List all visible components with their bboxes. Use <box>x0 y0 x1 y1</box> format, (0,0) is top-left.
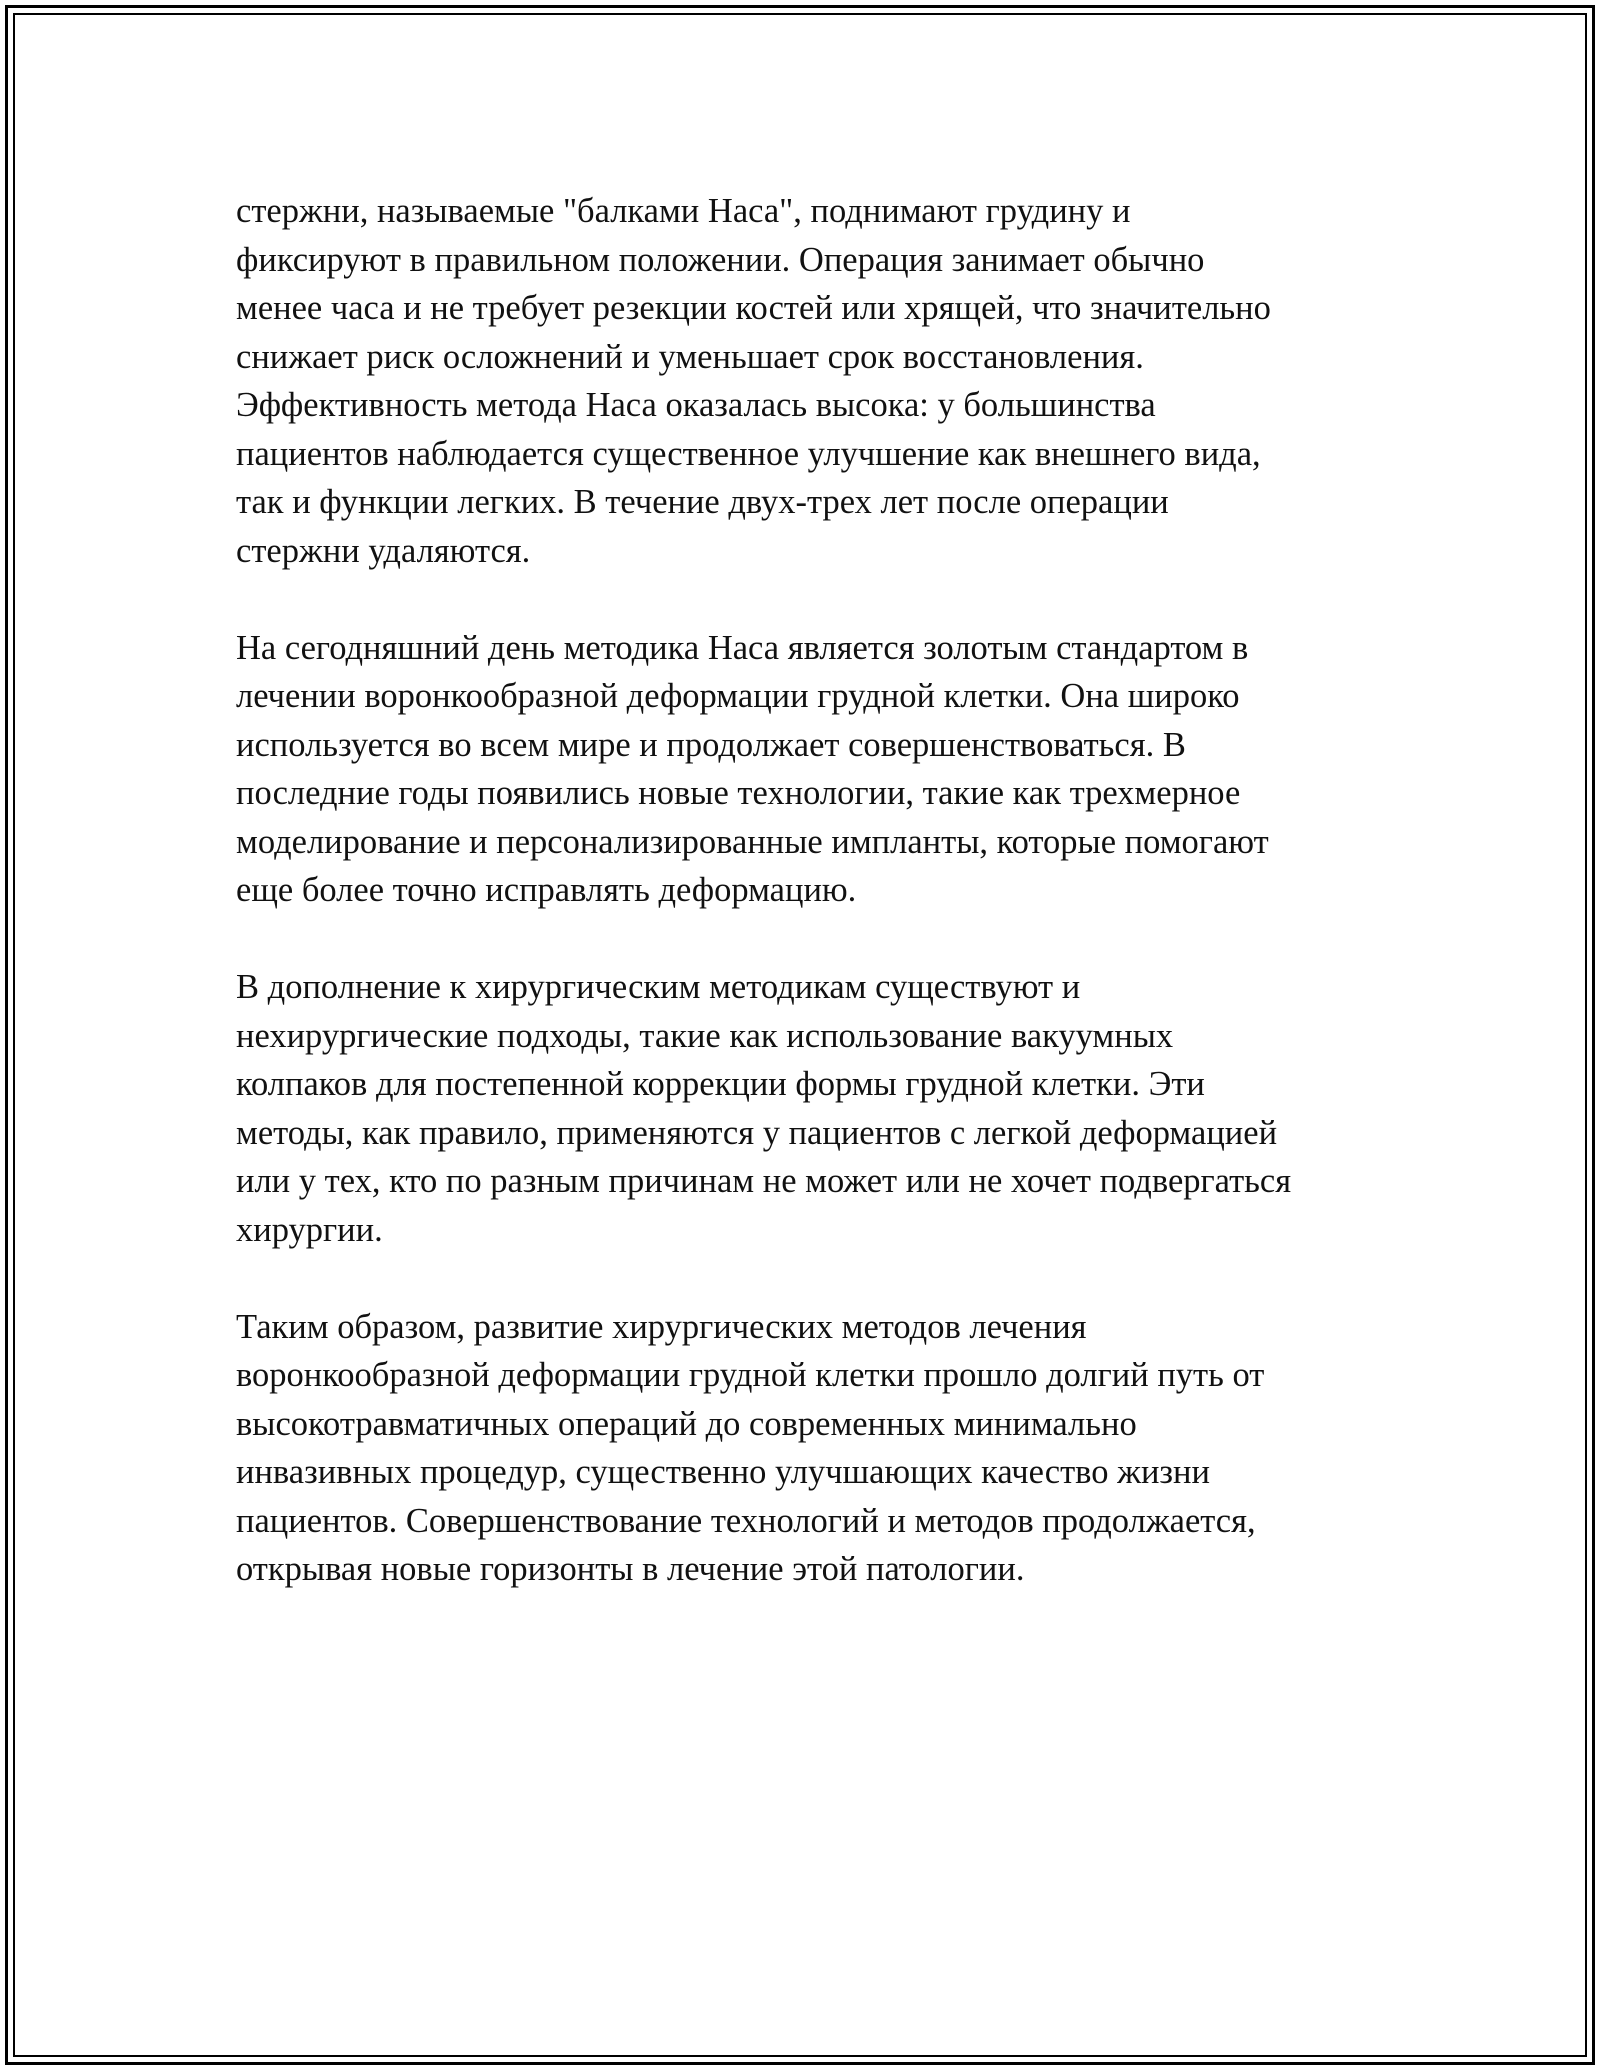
paragraph <box>236 624 1386 915</box>
text-line: Эффективность метода Наса оказалась высока: у большинства <box>236 386 1156 424</box>
paragraph <box>236 963 1386 1254</box>
text-line: последние годы появились новые технологии, такие как трехмерное <box>236 774 1241 812</box>
text-line: нехирургические подходы, такие как использование вакуумных <box>236 1016 1174 1055</box>
text-line: моделирование и персонализированные импланты, которые помогают <box>236 822 1269 861</box>
text-line: высокотравматичных операций до современных минимально <box>236 1404 1137 1443</box>
text-line: фиксируют в правильном положении. Операция занимает обычно <box>236 240 1205 279</box>
text-line: открывая новые горизонты в лечение этой патологии. <box>236 1550 1025 1588</box>
text-line: Таким образом, развитие хирургических методов лечения <box>236 1307 1087 1346</box>
text-line: пациентов. Совершенствование технологий и методов продолжается, <box>236 1501 1256 1540</box>
text-line: стержни, называемые "балками Наса", поднимают грудину и <box>236 192 1131 230</box>
paragraph <box>236 187 1386 575</box>
text-line: хирургии. <box>236 1210 383 1249</box>
text-line: воронкообразной деформации грудной клетки прошло долгий путь от <box>236 1356 1265 1394</box>
paragraph <box>236 1303 1386 1594</box>
text-line: или у тех, кто по разным причинам не может или не хочет подвергаться <box>236 1162 1292 1200</box>
text-line: используется во всем мире и продолжает совершенствоваться. В <box>236 725 1186 764</box>
text-line: инвазивных процедур, существенно улучшающих качество жизни <box>236 1453 1210 1491</box>
text-line: методы, как правило, применяются у пациентов с легкой деформацией <box>236 1113 1278 1152</box>
text-line: пациентов наблюдается существенное улучшение как внешнего вида, <box>236 434 1261 473</box>
text-line: менее часа и не требует резекции костей или хрящей, что значительно <box>236 289 1271 327</box>
text-line: стержни удаляются. <box>236 531 531 570</box>
text-line: так и функции легких. В течение двух-трех лет после операции <box>236 483 1169 521</box>
text-line: снижает риск осложнений и уменьшает срок восстановления. <box>236 337 1144 376</box>
text-line: лечении воронкообразной деформации грудной клетки. Она широко <box>236 677 1240 715</box>
document-body <box>236 187 1386 1642</box>
text-line: В дополнение к хирургическим методикам существуют и <box>236 968 1081 1006</box>
text-line: еще более точно исправлять деформацию. <box>236 871 857 909</box>
text-line: На сегодняшний день методика Наса является золотым стандартом в <box>236 628 1249 667</box>
text-line: колпаков для постепенной коррекции формы грудной клетки. Эти <box>236 1065 1205 1103</box>
